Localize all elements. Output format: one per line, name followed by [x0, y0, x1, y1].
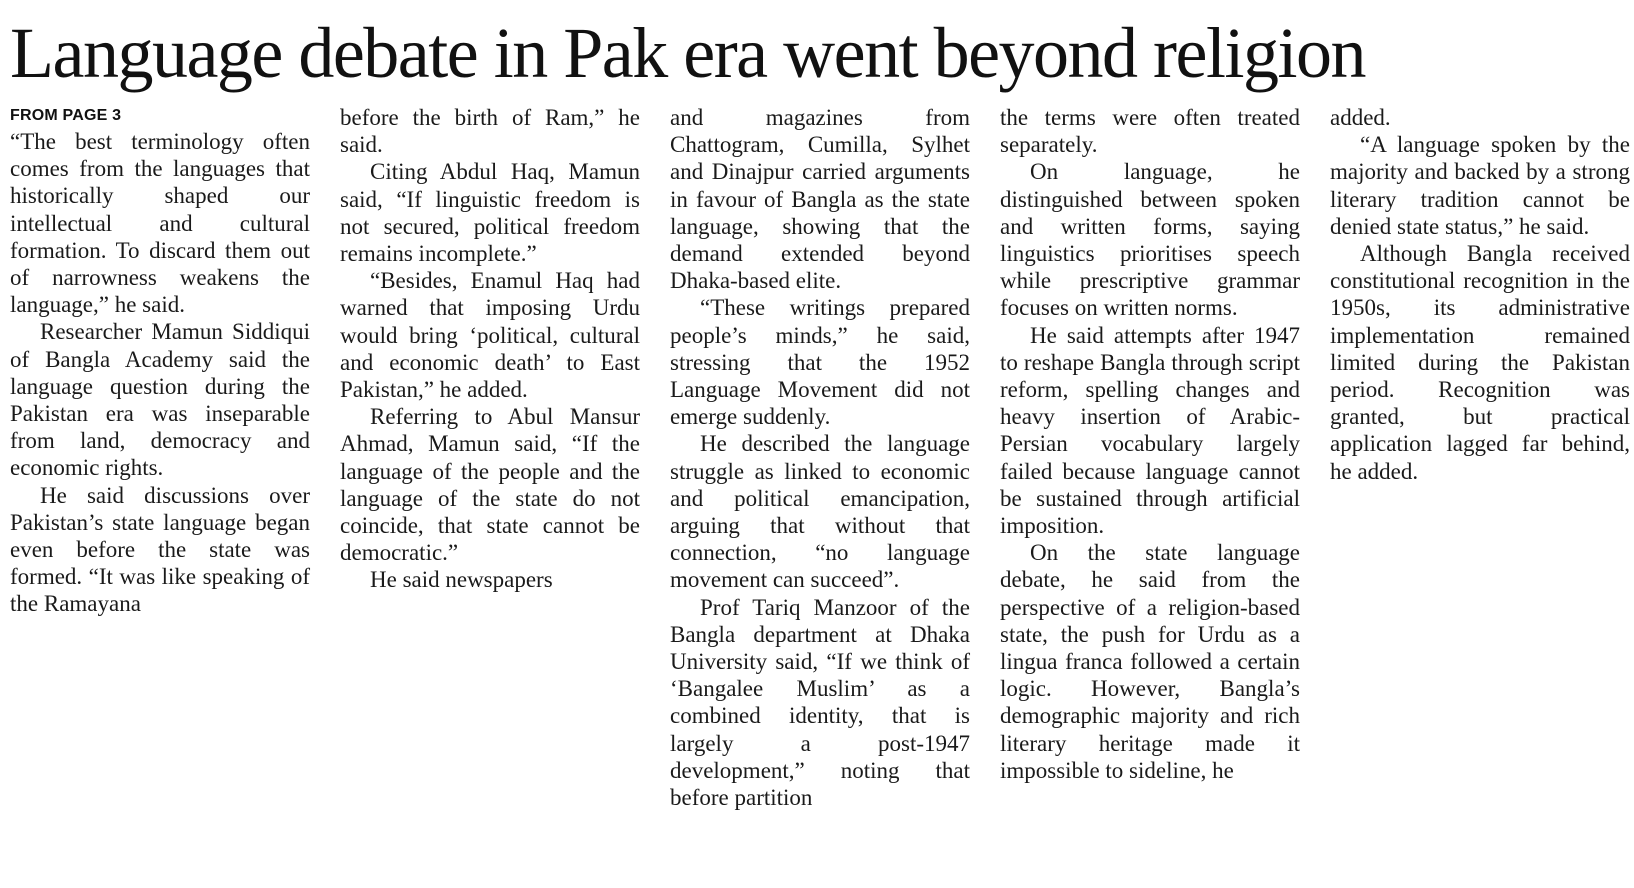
article-column-4	[1000, 104, 1300, 784]
article-column-2	[340, 104, 640, 594]
paragraph: Although Bangla received constitutional recognition in the 1950s, its administrative implementation remained limited during the Pakistan period. Recognition was granted, but practical application lagged far behind, he added.	[1330, 241, 1630, 484]
continued-from-kicker: FROM PAGE 3	[10, 107, 122, 124]
paragraph: the terms were often treated separately.	[1000, 105, 1300, 158]
paragraph: He described the language struggle as linked to economic and political emancipation, arguing that without that connection, “no language movement can succeed”.	[670, 431, 970, 593]
paragraph: “Besides, Enamul Haq had warned that imposing Urdu would bring ‘political, cultural and economic death’ to East Pakistan,” he added.	[340, 268, 640, 403]
paragraph: Prof Tariq Manzoor of the Bangla department at Dhaka University said, “If we think of ‘Bangalee Muslim’ as a combined identity, that is largely a post-1947 development,” noting that before partition	[670, 594, 970, 811]
article-column-5	[1330, 104, 1630, 485]
paragraph: Researcher Mamun Siddiqui of Bangla Academy said the language question during the Pakistan era was inseparable from land, democracy and economic rights.	[10, 319, 310, 481]
paragraph: He said attempts after 1947 to reshape Bangla through script reform, spelling changes and heavy insertion of Arabic-Persian vocabulary largely failed because language cannot be sustained through artificial imposition.	[1000, 322, 1300, 539]
paragraph: added.	[1330, 105, 1391, 130]
paragraph: On the state language debate, he said from the perspective of a religion-based state, the push for Urdu as a lingua franca followed a certain logic. However, Bangla’s demographic majority and rich literary heritage made it impossible to sideline, he	[1000, 540, 1300, 783]
paragraph: “These writings prepared people’s minds,” he said, stressing that the 1952 Language Movement did not emerge suddenly.	[670, 295, 970, 430]
headline: Language debate in Pak era went beyond religion	[10, 13, 1365, 93]
article-column-1	[10, 104, 310, 618]
article-column-3	[670, 104, 970, 811]
paragraph: before the birth of Ram,” he said.	[340, 105, 640, 158]
paragraph: “A language spoken by the majority and backed by a strong literary tradition cannot be denied state status,” he said.	[1330, 132, 1630, 239]
paragraph: On language, he distinguished between spoken and written forms, saying linguistics prioritises speech while prescriptive grammar focuses on written norms.	[1000, 159, 1300, 321]
paragraph: and magazines from Chattogram, Cumilla, Sylhet and Dinajpur carried arguments in favour of Bangla as the state language, showing that the demand extended beyond Dhaka-based elite.	[670, 105, 970, 294]
paragraph: Referring to Abul Mansur Ahmad, Mamun said, “If the language of the people and the language of the state do not coincide, that state cannot be democratic.”	[340, 404, 640, 566]
paragraph: He said discussions over Pakistan’s state language began even before the state was formed. “It was like speaking of the Ramayana	[10, 482, 310, 617]
paragraph: “The best terminology often comes from the languages that historically shaped our intellectual and cultural formation. To discard them out of narrowness weakens the language,” he said.	[10, 129, 310, 318]
paragraph: He said newspapers	[370, 567, 553, 593]
paragraph: Citing Abdul Haq, Mamun said, “If linguistic freedom is not secured, political freedom remains incomplete.”	[340, 159, 640, 267]
